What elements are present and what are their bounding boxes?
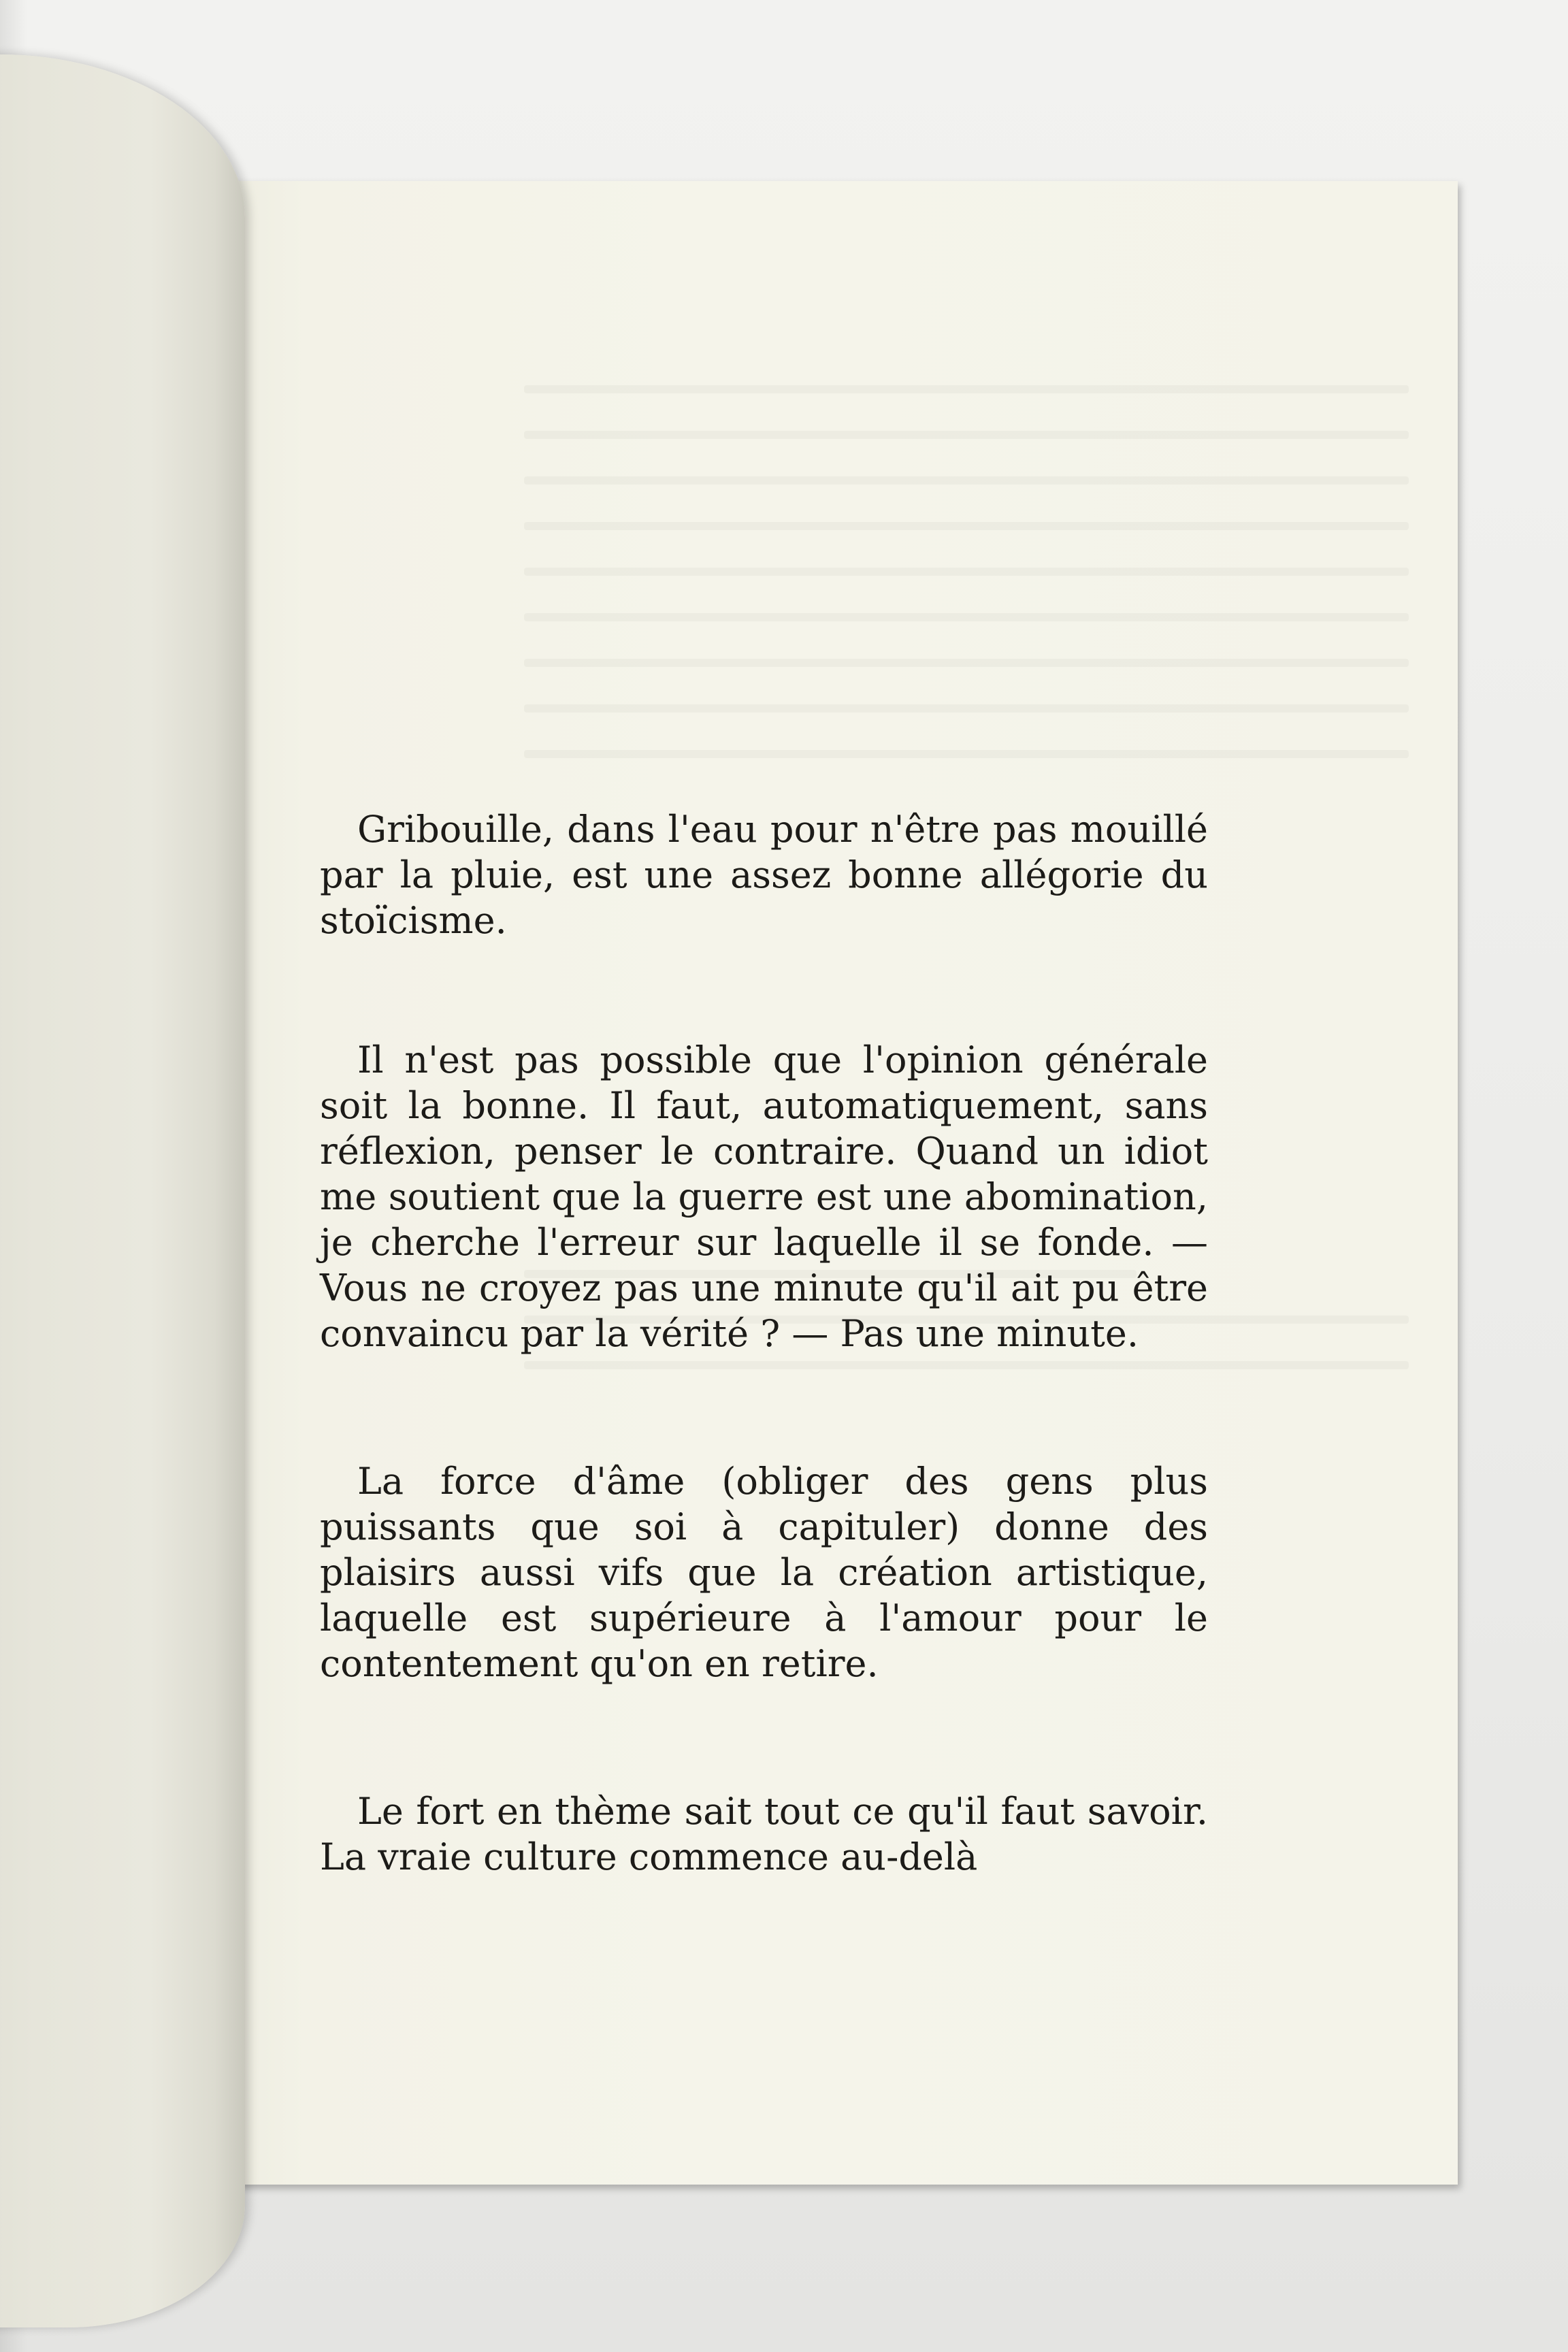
page-text <box>320 806 1208 1880</box>
bleed-through-line <box>524 476 1409 485</box>
bleed-through-line <box>524 385 1409 393</box>
bleed-through-line <box>524 522 1409 530</box>
paragraph-4: Le fort en thème sait tout ce qu'il faut savoir. La vraie culture commence au-delà <box>320 1790 1208 1878</box>
book-page-left <box>0 54 245 2328</box>
paragraph-1: Gribouille, dans l'eau pour n'être pas mouillé par la pluie, est une assez bonne allégorie du stoïcisme. <box>320 808 1208 942</box>
bleed-through-line <box>524 704 1409 713</box>
paragraph-2: Il n'est pas possible que l'opinion générale soit la bonne. Il faut, automatiquement, sans réflexion, penser le contraire. Quand un idiot me soutient que la guerre est une abomination, je cherche l'erreur sur laquelle il se fonde. — Vous ne croyez pas une minute qu'il ait pu être convaincu par la vérité ? — Pas une minute. <box>320 1039 1208 1355</box>
bleed-through-line <box>524 659 1409 667</box>
bleed-through-line <box>524 568 1409 576</box>
bleed-through-line <box>524 613 1409 621</box>
paragraph-3: La force d'âme (obliger des gens plus puissants que soi à capituler) donne des plaisirs aussi vifs que la création artistique, laquelle est supérieure à l'amour pour le contentement qu'on en retire. <box>320 1460 1208 1685</box>
bleed-through-line <box>524 750 1409 758</box>
bleed-through-line <box>524 431 1409 439</box>
